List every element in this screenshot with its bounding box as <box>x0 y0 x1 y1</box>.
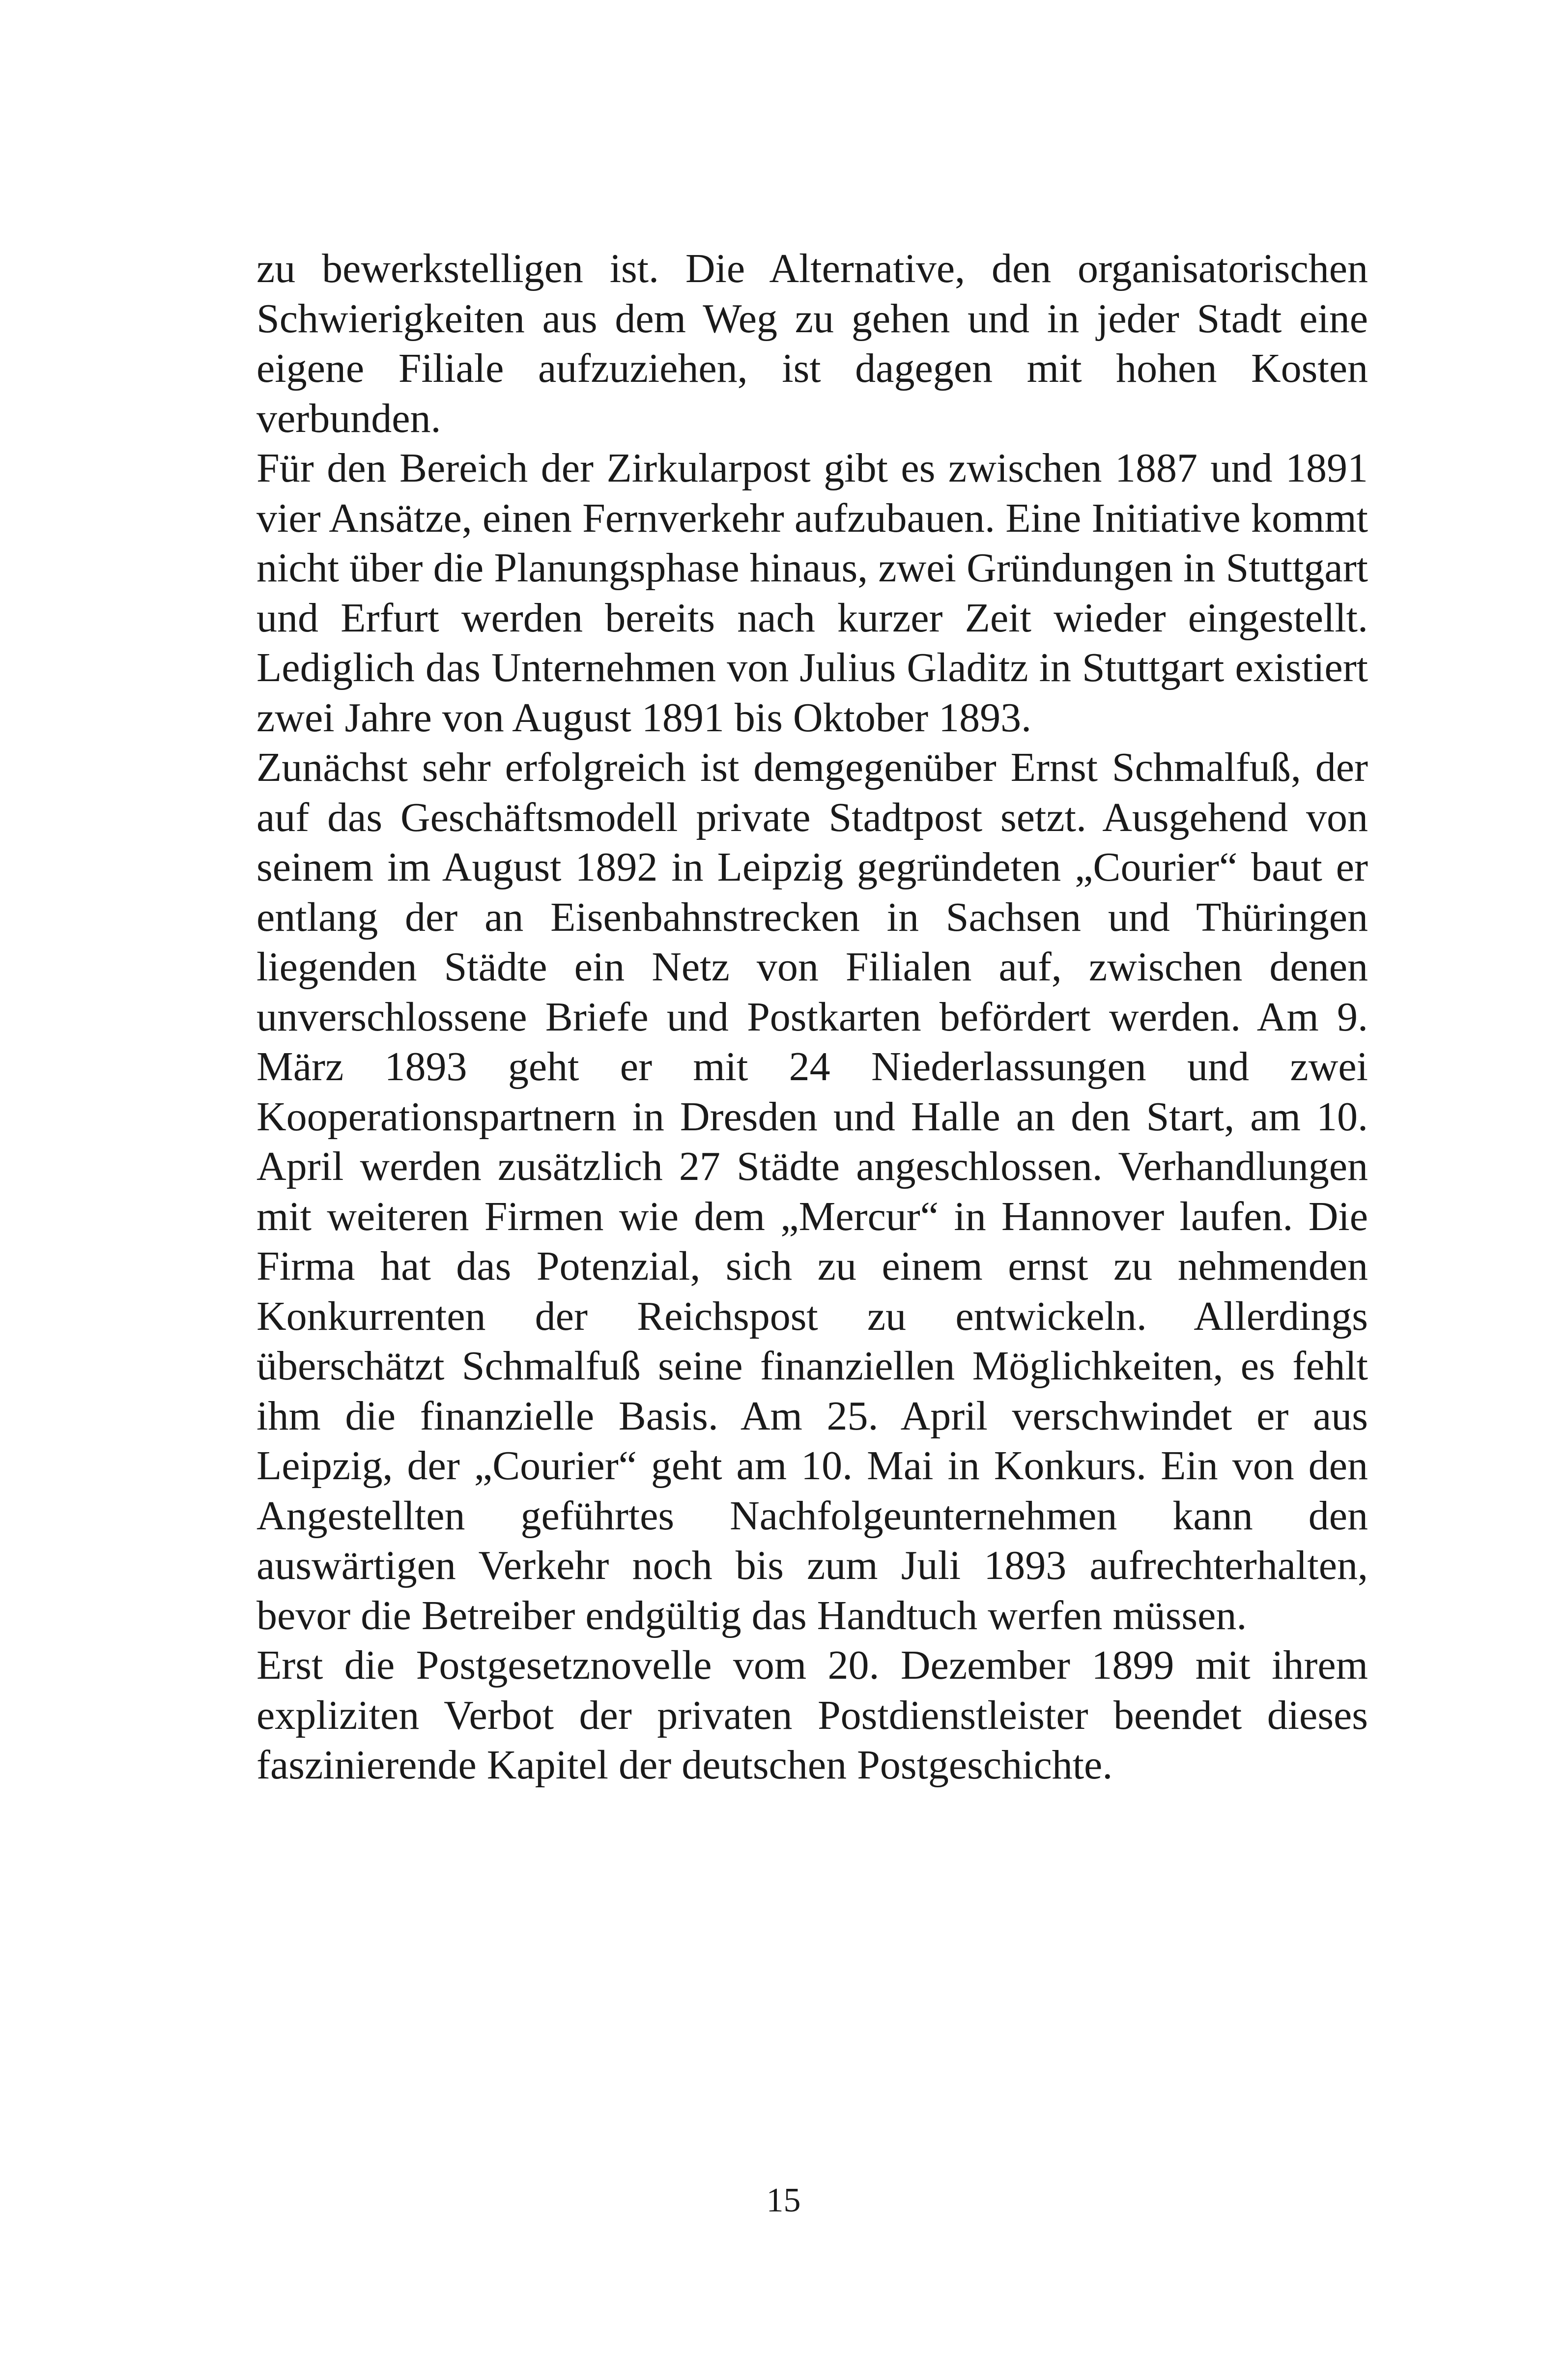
paragraph-3: Zunächst sehr erfolgreich ist demgegenüber Ernst Schmalfuß, der auf das Geschäftsmodell private Stadtpost setzt. Ausgehend von seinem im August 1892 in Leipzig gegründeten „Courier“ baut er entlang der an Eisenbahnstrecken in Sachsen und Thüringen liegenden Städte ein Netz von Filialen auf, zwischen denen unverschlossene Briefe und Postkarten befördert werden. Am 9. März 1893 geht er mit 24 Niederlassungen und zwei Kooperationspartnern in Dresden und Halle an den Start, am 10. April werden zusätzlich 27 Städte angeschlossen. Verhandlungen mit weiteren Firmen wie dem „Mercur“ in Hannover laufen. Die Firma hat das Potenzial, sich zu einem ernst zu nehmenden Konkurrenten der Reichspost zu entwickeln. Allerdings überschätzt Schmalfuß seine finanziellen Möglichkeiten, es fehlt ihm die finanzielle Basis. Am 25. April verschwindet er aus Leipzig, der „Courier“ geht am 10. Mai in Konkurs. Ein von den Angestellten geführtes Nachfolgeunternehmen kann den auswärtigen Verkehr noch bis zum Juli 1893 aufrechterhalten, bevor die Betreiber endgültig das Handtuch werfen müssen. <box>256 745 1368 1638</box>
page-number: 15 <box>766 2181 801 2219</box>
body-text <box>256 244 1368 1790</box>
paragraph-1: zu bewerkstelligen ist. Die Alternative, den organisatorischen Schwierigkeiten aus dem Weg zu gehen und in jeder Stadt eine eigene Filiale aufzuziehen, ist dagegen mit hohen Kosten verbunden. <box>256 246 1368 441</box>
paragraph-4: Erst die Postgesetznovelle vom 20. Dezember 1899 mit ihrem expliziten Verbot der privaten Postdienstleister beendet dieses faszinierende Kapitel der deutschen Postgeschichte. <box>256 1642 1368 1788</box>
paragraph-2: Für den Bereich der Zirkularpost gibt es zwischen 1887 und 1891 vier Ansätze, einen Fernverkehr aufzubauen. Eine Initiative kommt nicht über die Planungsphase hinaus, zwei Gründungen in Stuttgart und Erfurt werden bereits nach kurzer Zeit wieder eingestellt. Lediglich das Unternehmen von Julius Gladitz in Stuttgart existiert zwei Jahre von August 1891 bis Oktober 1893. <box>256 445 1368 741</box>
